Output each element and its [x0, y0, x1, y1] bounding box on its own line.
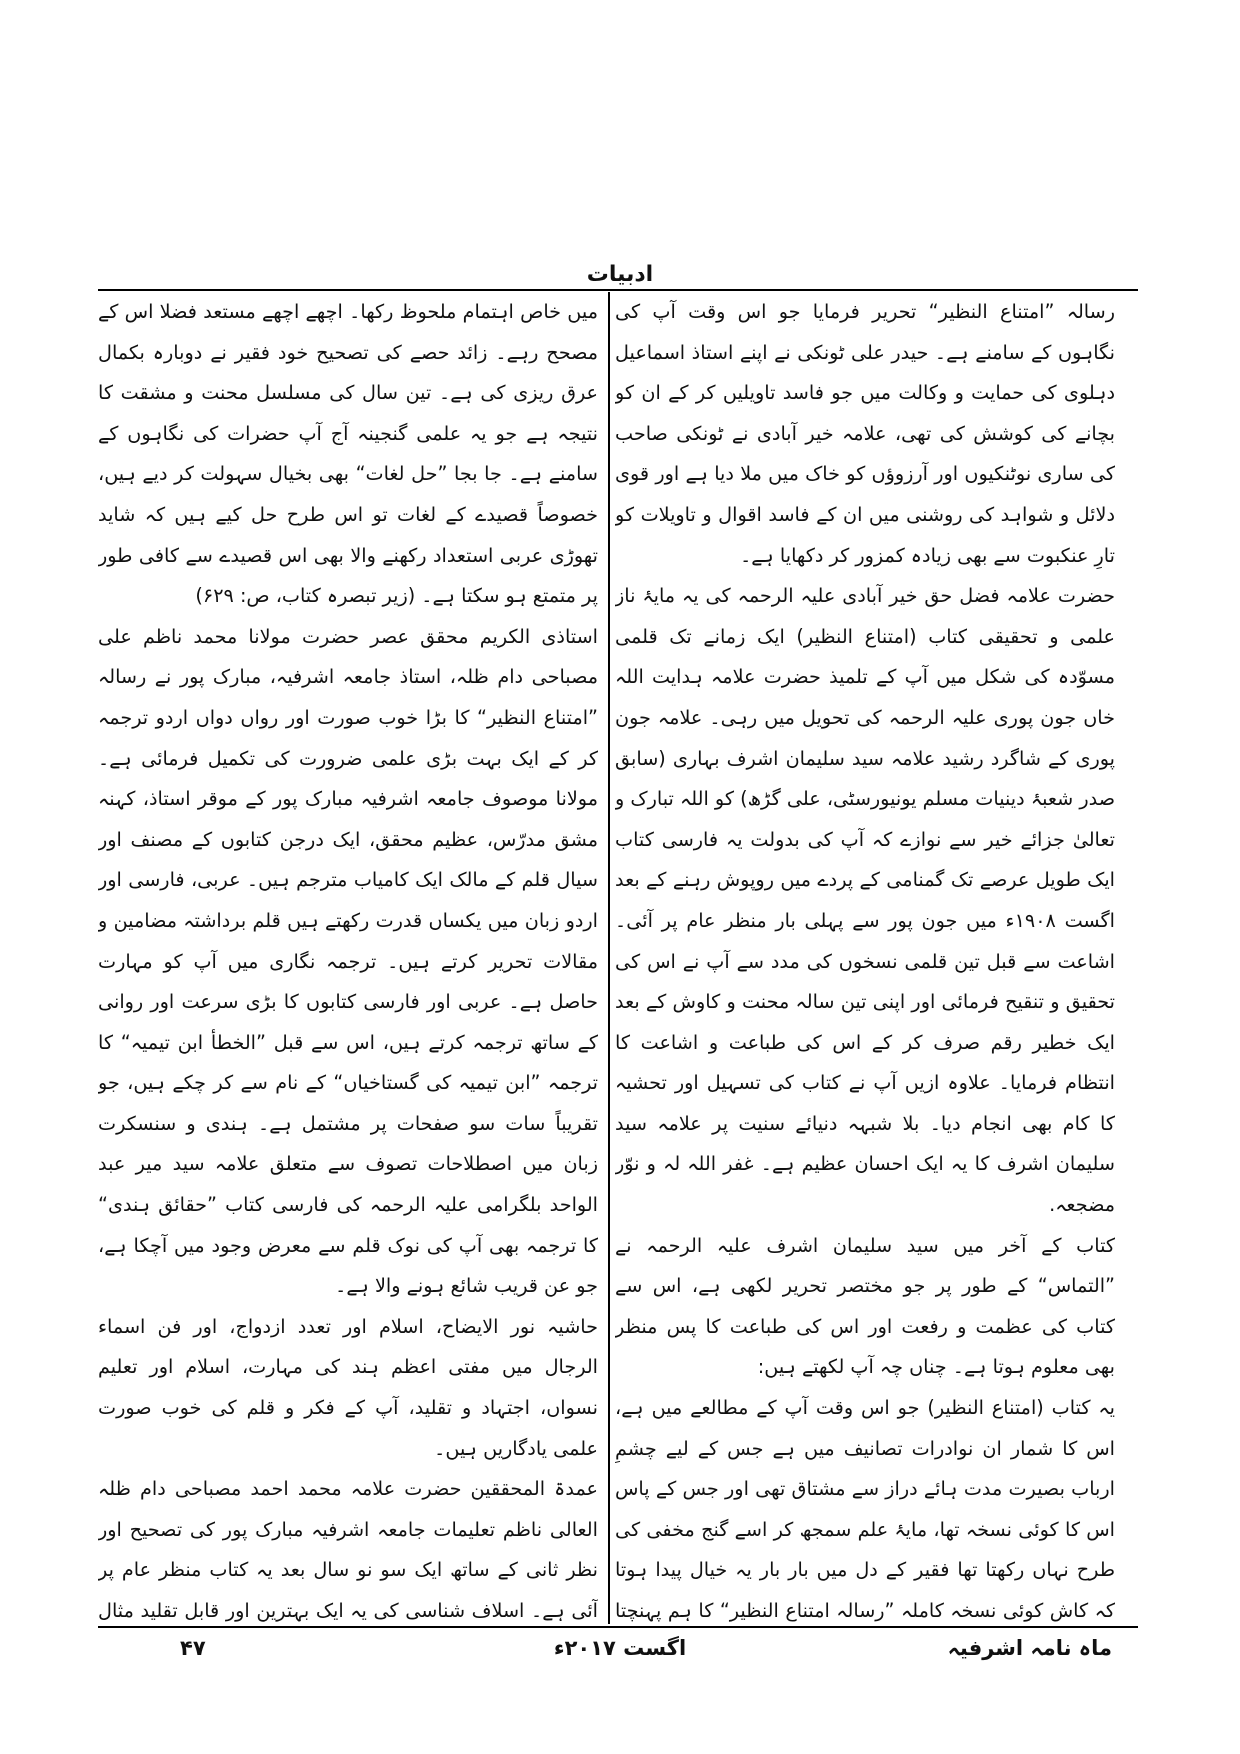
paragraph: کتاب کے آخر میں سید سلیمان اشرف علیہ الرحمہ نے ”التماس“ کے طور پر جو مختصر تحریر لکھی ہے، اس سے کتاب کی عظمت و رفعت اور اس کی طباعت کا پس منظر بھی معلوم ہوتا ہے۔ چناں چہ آپ لکھتے ہیں:: [615, 1233, 1115, 1379]
page-number: ۴۷: [180, 1636, 206, 1660]
section-title: ادبیات: [586, 262, 654, 287]
right-text-column: [615, 292, 1115, 1624]
issue-date: اگست ۲۰۱۷ء: [553, 1636, 687, 1660]
paragraph: رسالہ ”امتناع النظیر“ تحریر فرمایا جو اس وقت آپ کی نگاہوں کے سامنے ہے۔ حیدر علی ٹونکی نے اپنے استاذ اسماعیل دہلوی کی حمایت و وکالت میں جو فاسد تاویلیں کر کے ان کو بچانے کی کوشش کی تھی، علامہ خیر آبادی نے ٹونکی صاحب کی ساری نوٹنکیوں اور آرزوؤں کو خاک میں ملا دیا ہے اور قوی دلائل و شواہد کی روشنی میں ان کے فاسد اقوال و تاویلات کو تارِ عنکبوت سے بھی زیادہ کمزور کر دکھایا ہے۔: [615, 300, 1115, 567]
magazine-name: ماہ نامہ اشرفیہ: [947, 1636, 1112, 1660]
footer-rule: [98, 1626, 1138, 1628]
paragraph: عمدۃ المحققین حضرت علامہ محمد احمد مصباحی دام ظلہ العالی ناظم تعلیمات جامعہ اشرفیہ مبارک پور کی تصحیح اور نظر ثانی کے ساتھ ایک سو نو سال بعد یہ کتاب منظر عام پر آئی ہے۔ اسلاف شناسی کی یہ ایک بہترین اور قابل تقلید مثال: [98, 1477, 598, 1622]
paragraph: استاذی الکریم محقق عصر حضرت مولانا محمد ناظم علی مصباحی دام ظلہ، استاذ جامعہ اشرفیہ، مبارک پور نے رسالہ ”امتناع النظیر“ کا بڑا خوب صورت اور رواں دواں اردو ترجمہ کر کے ایک بہت بڑی علمی ضرورت کی تکمیل فرمائی ہے۔ مولانا موصوف جامعہ اشرفیہ مبارک پور کے موقر استاذ، کہنہ مشق مدرّس، عظیم محقق، ایک درجن کتابوں کے مصنف اور سیال قلم کے مالک ایک کامیاب مترجم ہیں۔ عربی، فارسی اور اردو زبان میں یکساں قدرت رکھتے ہیں قلم برداشتہ مضامین و مقالات تحریر کرتے ہیں۔ ترجمہ نگاری میں آپ کو مہارت حاصل ہے۔ عربی اور فارسی کتابوں کا بڑی سرعت اور روانی کے ساتھ ترجمہ کرتے ہیں، اس سے قبل ”الخطأ ابن تیمیہ“ کا ترجمہ ”ابن تیمیہ کی گستاخیاں“ کے نام سے کر چکے ہیں، جو تقریباً سات سو صفحات پر مشتمل ہے۔ ہندی و سنسکرت زبان میں اصطلاحات تصوف سے متعلق علامہ سید میر عبد الواحد بلگرامی علیہ الرحمہ کی فارسی کتاب ”حقائق ہندی“ کا ترجمہ بھی آپ کی نوک قلم سے معرض وجود میں آچکا ہے، جو عن قریب شائع ہونے والا ہے۔: [98, 624, 598, 1298]
left-text-column: [98, 292, 598, 1624]
quoted-paragraph: یہ کتاب (امتناع النظیر) جو اس وقت آپ کے مطالعے میں ہے، اس کا شمار ان نوادرات تصانیف میں ہے جس کے لیے چشمِ ارباب بصیرت مدت ہائے دراز سے مشتاق تھی اور جس کے پاس اس کا کوئی نسخہ تھا، مایۂ علم سمجھ کر اسے گنج مخفی کی طرح نہاں رکھتا تھا فقیر کے دل میں بار بار یہ خیال پیدا ہوتا کہ کاش کوئی نسخہ کاملہ ”رسالہ امتناع النظیر“ کا ہم پہنچتا: [615, 1396, 1115, 1622]
paragraph: حاشیہ نور الایضاح، اسلام اور تعدد ازدواج، اور فن اسماء الرجال میں مفتی اعظم ہند کی مہارت، اسلام اور تعلیم نسواں، اجتہاد و تقلید، آپ کے فکر و قلم کی خوب صورت علمی یادگاریں ہیں۔: [98, 1314, 598, 1460]
paragraph: میں خاص اہتمام ملحوظ رکھا۔ اچھے اچھے مستعد فضلا اس کے مصحح رہے۔ زائد حصے کی تصحیح خود فقیر نے دوبارہ بکمال عرق ریزی کی ہے۔ تین سال کی مسلسل محنت و مشقت کا نتیجہ ہے جو یہ علمی گنجینہ آج آپ حضرات کی نگاہوں کے سامنے ہے۔ جا بجا ”حل لغات“ بھی بخیال سہولت کر دیے ہیں، خصوصاً قصیدے کے لغات تو اس طرح حل کیے ہیں کہ شاید تھوڑی عربی استعداد رکھنے والا بھی اس قصیدے سے کافی طور پر متمتع ہو سکتا ہے۔ (زیر تبصرہ کتاب، ص: ۶۲۹): [98, 300, 598, 608]
paragraph: حضرت علامہ فضل حق خیر آبادی علیہ الرحمہ کی یہ مایۂ ناز علمی و تحقیقی کتاب (امتناع النظیر) ایک زمانے تک قلمی مسوّدہ کی شکل میں آپ کے تلمیذ حضرت علامہ ہدایت اللہ خاں جون پوری علیہ الرحمہ کی تحویل میں رہی۔ علامہ جون پوری کے شاگرد رشید علامہ سید سلیمان اشرف بہاری (سابق صدر شعبۂ دینیات مسلم یونیورسٹی، علی گڑھ) کو اللہ تبارک و تعالیٰ جزائے خیر سے نوازے کہ آپ کی بدولت یہ فارسی کتاب ایک طویل عرصے تک گمنامی کے پردے میں روپوش رہنے کے بعد اگست ۱۹۰۸ء میں جون پور سے پہلی بار منظر عام پر آئی۔ اشاعت سے قبل تین قلمی نسخوں کی مدد سے آپ نے اس کی تحقیق و تنقیح فرمائی اور اپنی تین سالہ محنت و کاوش کے بعد ایک خطیر رقم صرف کر کے اس کی طباعت و اشاعت کا انتظام فرمایا۔ علاوہ ازیں آپ نے کتاب کی تسہیل اور تحشیہ کا کام بھی انجام دیا۔ بلا شبہہ دنیائے سنیت پر علامہ سید سلیمان اشرف کا یہ ایک احسان عظیم ہے۔ غفر اللہ لہ و نوّر مضجعہ.: [615, 584, 1115, 1217]
column-divider: [608, 292, 610, 1624]
header-rule: [98, 289, 1138, 291]
